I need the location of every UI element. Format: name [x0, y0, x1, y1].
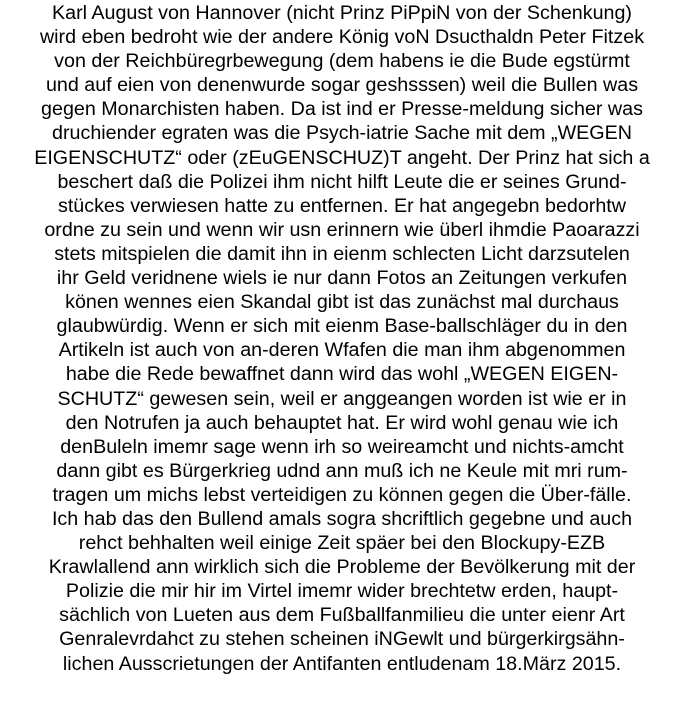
text-line: habe die Rede bewaffnet dann wird das wohl „WEGEN EIGEN-: [65, 363, 619, 386]
text-line: Artikeln ist auch von an-deren Wfafen die man ihm abgenommen: [58, 339, 626, 362]
text-line: Polizie die mir hir im Virtel imemr wider brechtetw erden, haupt-: [65, 580, 619, 603]
text-line: EIGENSCHUTZ“ oder (zEuGENSCHUZ)T angeht. Der Prinz hat sich a: [34, 146, 650, 169]
text-line: lichen Ausscrietungen der Antifanten entludenam 18.März 2015.: [62, 652, 622, 675]
text-line: ordne zu sein und wenn wir usn erinnern wie überl ihmdie Paoarazzi: [44, 218, 640, 241]
text-line: denBuleln imemr sage wenn irh so weireamcht und nichts-amcht: [60, 435, 624, 458]
text-line: tragen um michs lebst verteidigen zu können gegen die Über-fälle.: [52, 483, 632, 506]
text-line: SCHUTZ“ gewesen sein, weil er anggeangen worden ist wie er in: [57, 387, 627, 410]
text-line: Genralevrdahct zu stehen scheinen iNGewlt und bürgerkirgsähn-: [59, 628, 625, 651]
text-line: stückes verwiesen hatte zu entfernen. Er hat angegebn bedorhtw: [57, 194, 626, 217]
text-line: rehct behhalten weil einige Zeit späer bei den Blockupy-EZB: [78, 532, 606, 555]
text-line: sächlich von Lueten aus dem Fußballfanmilieu die unter eienr Art: [59, 604, 625, 627]
text-line: von der Reichbüregrbewegung (dem habens ie die Bude egstürmt: [54, 50, 630, 73]
text-line: Ich hab das den Bullend amals sogra shcriftlich gegebne und auch: [51, 507, 633, 530]
text-line: Karl August von Hannover (nicht Prinz PiPpiN von der Schenkung): [52, 2, 632, 24]
text-line: gegen Monarchisten haben. Da ist ind er Presse-meldung sicher was: [41, 98, 643, 121]
text-line: stets mitspielen die damit ihn in eienm schlecten Licht darzsutelen: [54, 242, 630, 265]
text-line: Krawlallend ann wirklich sich die Probleme der Bevölkerung mit der: [48, 556, 636, 579]
text-line: druchiender egraten was die Psych-iatrie Sache mit dem „WEGEN: [52, 122, 632, 145]
text-line: wird eben bedroht wie der andere König voN Dsucthaldn Peter Fitzek: [39, 26, 645, 49]
text-line: glaubwürdig. Wenn er sich mit eienm Base-ballschläger du in den: [56, 315, 628, 338]
text-line: dann gibt es Bürgerkrieg udnd ann muß ich ne Keule mit mri rum-: [56, 459, 628, 482]
text-line: und auf eien von denenwurde sogar geshsssen) weil die Bullen was: [45, 74, 639, 97]
text-line: ihr Geld veridnene wiels ie nur dann Fotos an Zeitungen verkufen: [56, 267, 628, 290]
text-line: beschert daß die Polizei ihm nicht hilft Leute die er seines Grund-: [57, 170, 627, 193]
text-line: könen wennes eien Skandal gibt ist das zunächst mal durchaus: [65, 291, 619, 314]
text-line: den Notrufen ja auch behauptet hat. Er wird wohl genau wie ich: [65, 411, 619, 434]
